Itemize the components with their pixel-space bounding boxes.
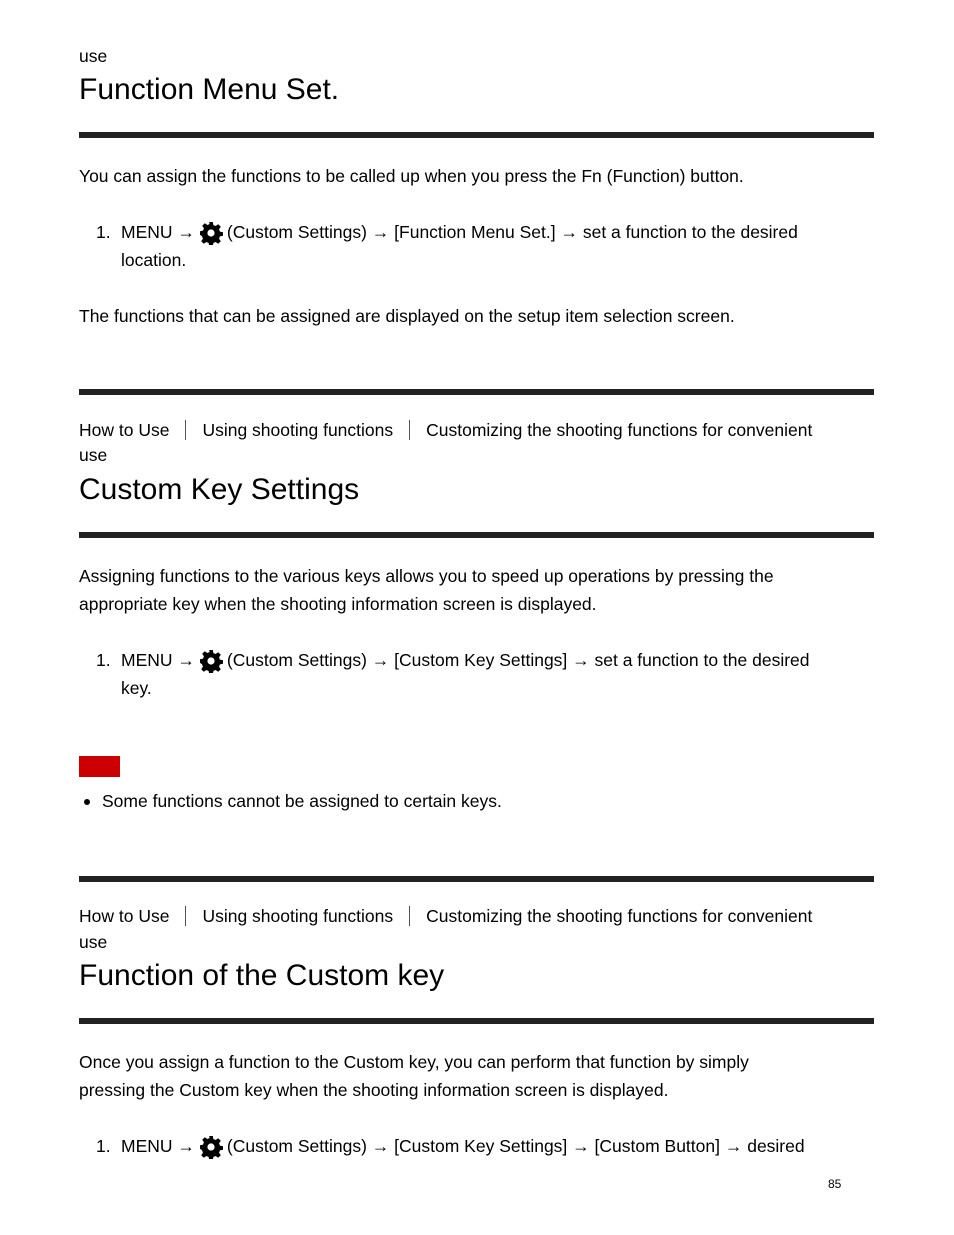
step-item (79, 218, 874, 278)
step-menu-text: MENU → (121, 1136, 195, 1156)
breadcrumb-customizing[interactable]: Customizing the shooting functions for convenient (426, 420, 813, 440)
section-divider (79, 876, 874, 882)
step-menu-text: MENU → (121, 650, 195, 670)
step-continuation-text: location. (121, 250, 187, 270)
gear-icon (199, 1135, 223, 1159)
step-path-text: (Custom Settings) → [Custom Key Settings] → set a function to the desired (226, 650, 810, 670)
intro-line: pressing the Custom key when the shooting information screen is displayed. (79, 1080, 669, 1100)
intro-paragraph (79, 1048, 874, 1104)
gear-icon (199, 649, 223, 673)
step-number: 1. (96, 650, 111, 670)
breadcrumb-separator (409, 420, 410, 440)
step-text (121, 646, 881, 702)
breadcrumb-continuation[interactable]: use (79, 445, 108, 465)
step-item (79, 1132, 874, 1162)
step-text (121, 218, 881, 274)
intro-line: appropriate key when the shooting information screen is displayed. (79, 594, 597, 614)
section-title-function-of-custom-key: Function of the Custom key (79, 959, 445, 992)
breadcrumb-how-to-use[interactable]: How to Use (79, 420, 170, 440)
title-rule (79, 1018, 874, 1024)
breadcrumb-using-shooting-functions[interactable]: Using shooting functions (202, 420, 394, 440)
title-rule (79, 132, 874, 138)
step-menu-text: MENU → (121, 222, 195, 242)
breadcrumb-continuation: use (79, 46, 108, 66)
step-path-text: (Custom Settings) → [Custom Key Settings] → [Custom Button] → desired (226, 1136, 805, 1156)
intro-paragraph (79, 562, 874, 618)
step-number: 1. (96, 222, 111, 242)
section-divider (79, 389, 874, 395)
gear-icon (199, 221, 223, 245)
breadcrumb-customizing[interactable]: Customizing the shooting functions for convenient (426, 906, 813, 926)
intro-paragraph: You can assign the functions to be called up when you press the Fn (Function) button. (79, 166, 744, 186)
breadcrumb-separator (185, 420, 186, 440)
section-title-function-menu-set: Function Menu Set. (79, 73, 340, 106)
breadcrumb (79, 904, 812, 929)
note-bullet-item (79, 787, 874, 815)
breadcrumb-separator (185, 906, 186, 926)
breadcrumb-using-shooting-functions[interactable]: Using shooting functions (202, 906, 394, 926)
step-number: 1. (96, 1136, 111, 1156)
step-text (121, 1132, 881, 1160)
step-continuation-text: key. (121, 678, 152, 698)
note-text: Some functions cannot be assigned to certain keys. (102, 791, 502, 811)
step-path-text: (Custom Settings) → [Function Menu Set.] → set a function to the desired (226, 222, 798, 242)
intro-line: Once you assign a function to the Custom key, you can perform that function by simply (79, 1052, 749, 1072)
intro-line: Assigning functions to the various keys allows you to speed up operations by pressing the (79, 566, 774, 586)
info-paragraph: The functions that can be assigned are displayed on the setup item selection screen. (79, 306, 735, 326)
note-badge (79, 756, 120, 777)
bullet-dot (84, 799, 90, 805)
breadcrumb-separator (409, 906, 410, 926)
breadcrumb-how-to-use[interactable]: How to Use (79, 906, 170, 926)
step-item (79, 646, 874, 706)
title-rule (79, 532, 874, 538)
page-number: 85 (828, 1177, 842, 1191)
section-title-custom-key-settings: Custom Key Settings (79, 473, 360, 506)
breadcrumb-continuation[interactable]: use (79, 932, 108, 952)
breadcrumb (79, 418, 812, 443)
